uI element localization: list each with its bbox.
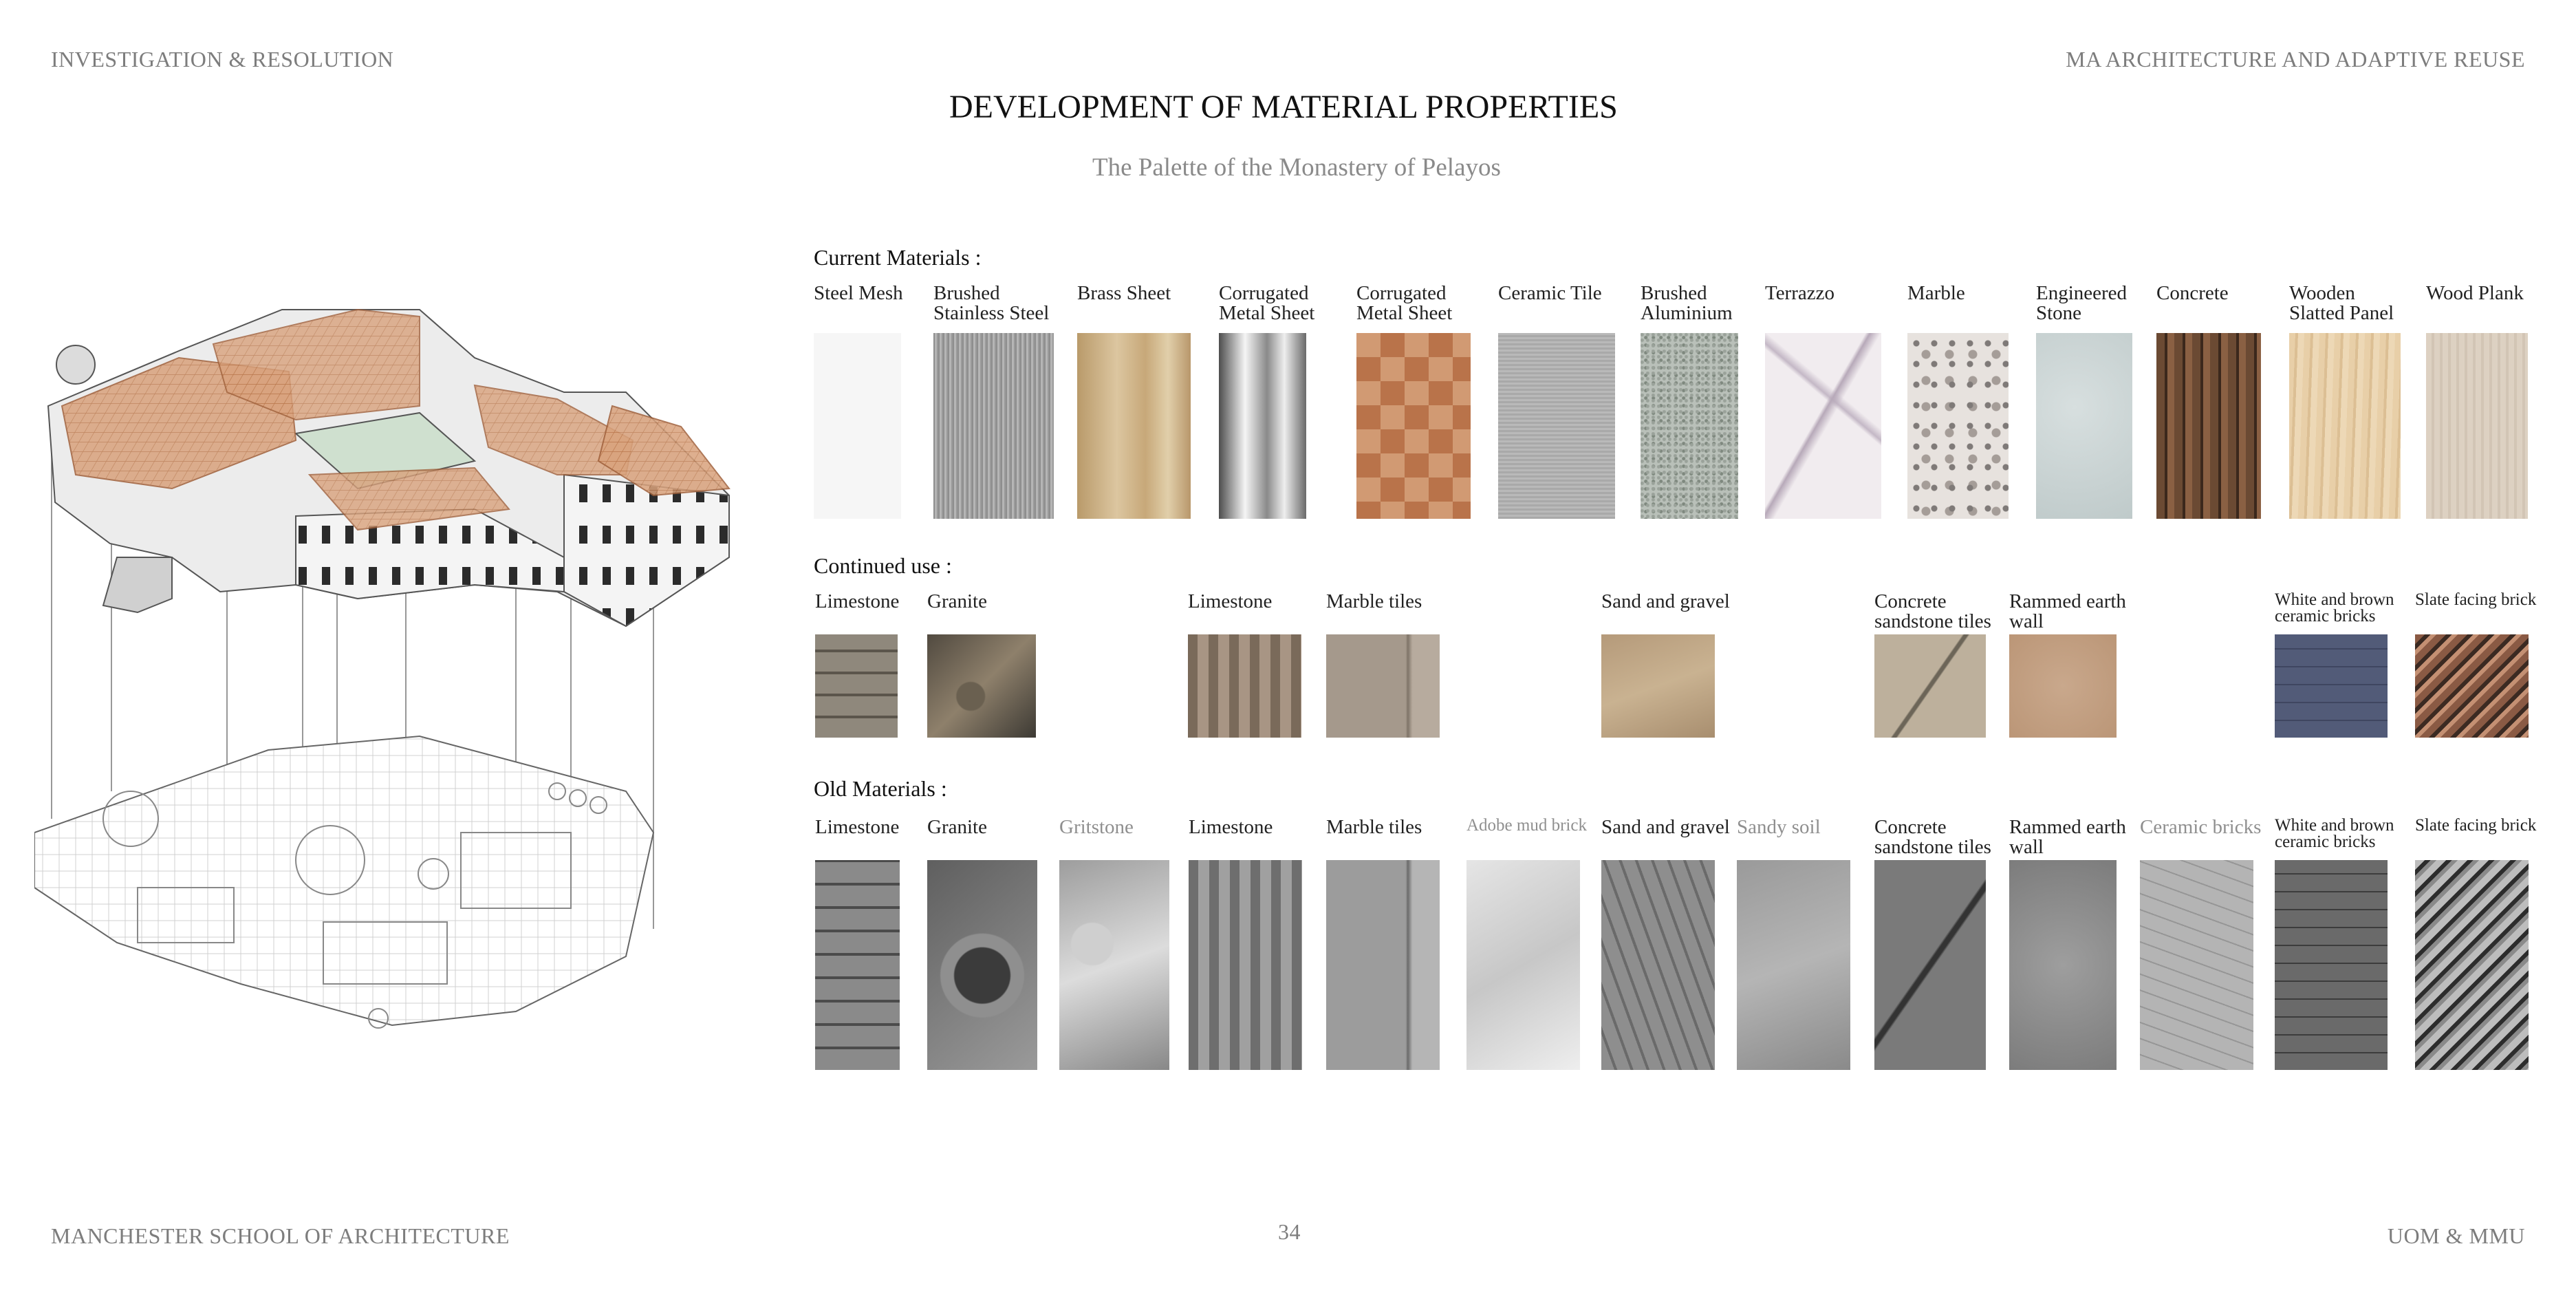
current-material-swatch <box>1498 333 1615 519</box>
continued-material-swatch <box>2009 634 2117 738</box>
continued-material-swatch <box>1874 634 1986 738</box>
old-material-label: Marble tiles <box>1326 816 1422 838</box>
current-material-swatch <box>1641 333 1738 519</box>
current-material-swatch <box>2156 333 2261 519</box>
current-material-swatch <box>2426 333 2528 519</box>
continued-material-swatch <box>1188 634 1301 738</box>
old-material-label: Concrete sandstone tiles <box>1874 816 1991 858</box>
current-material-swatch <box>814 333 901 519</box>
page-subtitle: The Palette of the Monastery of Pelayos <box>1092 153 1501 182</box>
old-material-label: Sandy soil <box>1737 816 1821 838</box>
footer-right: UOM & MMU <box>2387 1223 2525 1248</box>
old-material-swatch <box>1601 860 1715 1070</box>
old-material-label: Adobe mud brick <box>1466 816 1587 835</box>
current-material-label: Terrazzo <box>1765 282 1834 304</box>
current-material-swatch <box>1356 333 1471 519</box>
current-material-swatch <box>933 333 1054 519</box>
continued-material-label: Limestone <box>815 590 900 612</box>
continued-material-label: Sand and gravel <box>1601 590 1730 612</box>
old-material-swatch <box>815 860 900 1070</box>
old-material-swatch <box>1466 860 1580 1070</box>
continued-material-label: Marble tiles <box>1326 590 1422 612</box>
building-mass <box>48 310 729 626</box>
old-material-swatch <box>1326 860 1440 1070</box>
continued-material-swatch <box>815 634 898 738</box>
old-material-swatch <box>1059 860 1169 1070</box>
section-continued-use: Continued use : <box>814 553 952 578</box>
current-material-label: Brushed Aluminium <box>1641 282 1733 324</box>
continued-material-swatch <box>927 634 1036 738</box>
current-material-label: Ceramic Tile <box>1498 282 1602 304</box>
current-material-label: Corrugated Metal Sheet <box>1219 282 1315 324</box>
old-material-label: Limestone <box>815 816 900 838</box>
current-material-label: Wooden Slatted Panel <box>2289 282 2394 324</box>
current-material-label: Brass Sheet <box>1077 282 1171 304</box>
old-material-label: Ceramic bricks <box>2140 816 2262 838</box>
floor-plan <box>34 736 653 1028</box>
current-material-swatch <box>1077 333 1191 519</box>
current-material-label: Concrete <box>2156 282 2229 304</box>
continued-material-label: Rammed earth wall <box>2009 590 2126 632</box>
continued-material-swatch <box>2415 634 2529 738</box>
page-number: 34 <box>1278 1219 1301 1244</box>
current-material-swatch <box>1765 333 1881 519</box>
continued-material-label: Concrete sandstone tiles <box>1874 590 1991 632</box>
header-left: INVESTIGATION & RESOLUTION <box>51 47 394 72</box>
current-material-label: Engineered Stone <box>2036 282 2128 324</box>
old-material-label: Rammed earth wall <box>2009 816 2126 858</box>
old-material-swatch <box>1737 860 1850 1070</box>
continued-material-swatch <box>2275 634 2388 738</box>
old-material-label: Gritstone <box>1059 816 1134 838</box>
current-material-label: Steel Mesh <box>814 282 903 304</box>
continued-material-label: Limestone <box>1188 590 1273 612</box>
current-material-swatch <box>2036 333 2132 519</box>
current-material-label: Wood Plank <box>2426 282 2524 304</box>
continued-material-label: White and brown ceramic bricks <box>2275 590 2394 625</box>
continued-material-label: Granite <box>927 590 987 612</box>
page-title: DEVELOPMENT OF MATERIAL PROPERTIES <box>949 89 1618 125</box>
current-material-swatch <box>1219 333 1306 519</box>
old-material-swatch <box>2275 860 2388 1070</box>
old-material-swatch <box>2415 860 2529 1070</box>
footer-left: MANCHESTER SCHOOL OF ARCHITECTURE <box>51 1223 510 1248</box>
old-material-label: Slate facing brick <box>2415 816 2537 835</box>
old-material-label: Granite <box>927 816 987 838</box>
section-old-materials: Old Materials : <box>814 776 947 801</box>
old-material-swatch <box>1874 860 1986 1070</box>
old-material-swatch <box>2140 860 2253 1070</box>
old-material-swatch <box>1189 860 1302 1070</box>
current-material-swatch <box>2289 333 2401 519</box>
axonometric-drawing <box>34 268 764 1080</box>
old-material-swatch <box>927 860 1037 1070</box>
current-material-label: Corrugated Metal Sheet <box>1356 282 1453 324</box>
continued-material-swatch <box>1601 634 1715 738</box>
continued-material-label: Slate facing brick <box>2415 590 2537 609</box>
header-right: MA ARCHITECTURE AND ADAPTIVE REUSE <box>2066 47 2525 72</box>
old-material-swatch <box>2009 860 2117 1070</box>
old-material-label: Limestone <box>1189 816 1273 838</box>
section-current-materials: Current Materials : <box>814 245 982 270</box>
old-material-label: White and brown ceramic bricks <box>2275 816 2394 851</box>
old-material-label: Sand and gravel <box>1601 816 1730 838</box>
current-material-label: Marble <box>1907 282 1965 304</box>
continued-material-swatch <box>1326 634 1440 738</box>
current-material-swatch <box>1907 333 2009 519</box>
current-material-label: Brushed Stainless Steel <box>933 282 1050 324</box>
